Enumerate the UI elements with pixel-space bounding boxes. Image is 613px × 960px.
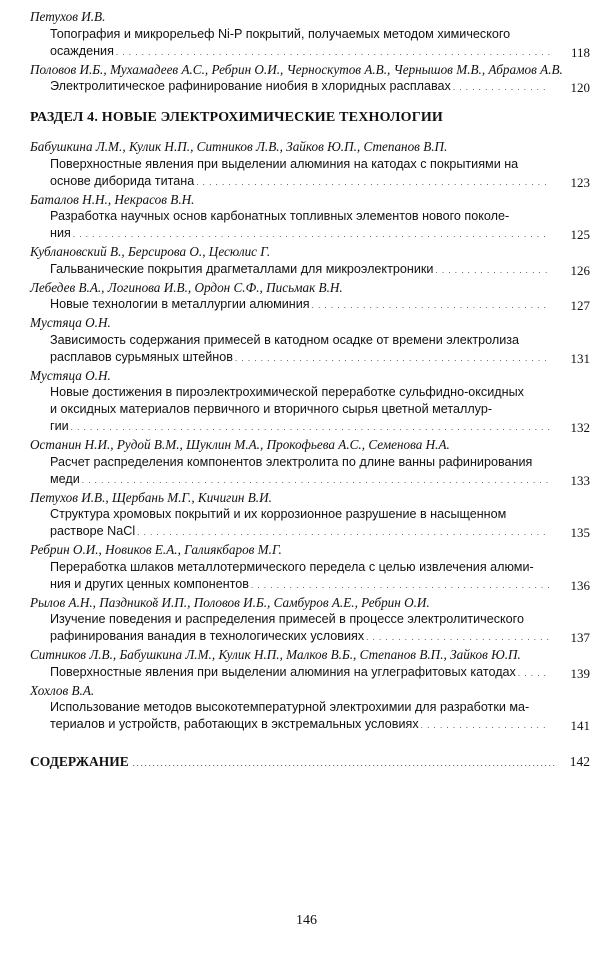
- page-number: 136: [570, 577, 590, 593]
- leader-dots: [82, 471, 550, 489]
- entry-authors: Петухов И.В.: [30, 9, 106, 24]
- leader-dots: [366, 628, 550, 646]
- page-number: 127: [570, 298, 590, 313]
- entry-title-line: Использование методов высокотемпературной электрохимии для разработки ма-: [50, 700, 530, 714]
- entry-authors: Кублановский В., Берсирова О., Цесюлис Г.: [30, 244, 271, 259]
- entry-title-line: Новые достижения в пироэлектрохимической переработке сульфидно-оксидных: [50, 385, 524, 399]
- leader-dots: [235, 349, 550, 367]
- entry-title-last-line: [50, 225, 552, 243]
- entry-title-text: основе диборида титана: [50, 173, 195, 188]
- entry-title-last-line: [50, 628, 552, 646]
- entry-title-text: Новые технологии в металлургии алюминия: [50, 297, 310, 311]
- leader-dots: [196, 173, 550, 191]
- leader-dots: [435, 261, 550, 279]
- toc-entry[interactable]: [30, 436, 590, 489]
- entry-authors: Половов И.Б., Мухамадеев А.С., Ребрин О.И., Черноскутов А.В., Чернышов М.В., Абрамов А.В.: [30, 61, 563, 77]
- entry-title: [50, 611, 590, 646]
- entry-title: [50, 664, 590, 682]
- page-number: 135: [570, 525, 590, 540]
- entry-title: [50, 261, 590, 279]
- toc-entry[interactable]: [30, 682, 590, 735]
- page-number: 139: [570, 665, 590, 681]
- entry-authors: Мустяца О.Н.: [30, 315, 111, 330]
- entry-title-last-line: [50, 664, 552, 682]
- toc-list: [30, 138, 590, 734]
- page-number: 142: [569, 754, 590, 769]
- toc-entry[interactable]: [30, 646, 590, 682]
- entry-title-text: териалов и устройств, работающих в экстремальных условиях: [50, 717, 419, 731]
- footer-page-number: 146: [296, 913, 317, 928]
- toc-contents-entry[interactable]: [30, 754, 590, 770]
- entry-title-last-line: [50, 173, 552, 191]
- entry-title-line: Структура хромовых покрытий и их коррозионное разрушение в насыщенном: [50, 507, 507, 521]
- entry-authors: Останин Н.И., Рудой В.М., Шуклин М.А., Прокофьева А.С., Семенова Н.А.: [30, 437, 450, 452]
- entry-title-last-line: [50, 418, 552, 436]
- entry-title-text: Поверхностные явления при выделении алюминия на углеграфитовых катодах: [50, 664, 516, 679]
- page-number: 125: [570, 227, 590, 242]
- entry-title-text: меди: [50, 471, 80, 486]
- entry-title-line: Зависимость содержания примесей в катодном осадке от времени электролиза: [50, 332, 520, 347]
- leader-dots: [116, 43, 550, 61]
- entry-title-last-line: [50, 261, 552, 279]
- entry-authors: Бабушкина Л.М., Кулик Н.П., Ситников Л.В., Зайков Ю.П., Степанов В.П.: [30, 139, 448, 154]
- toc-entry[interactable]: [30, 191, 590, 244]
- toc-page: [30, 8, 590, 770]
- leader-dots: [453, 78, 550, 96]
- leader-dots: [421, 716, 550, 734]
- entry-title: [50, 26, 590, 61]
- contents-label: СОДЕРЖАНИЕ: [30, 754, 129, 769]
- entry-title-last-line: [50, 349, 552, 367]
- toc-entry[interactable]: [30, 138, 590, 191]
- entry-title-text: расплавов сурьмяных штейнов: [50, 349, 233, 364]
- entry-title-last-line: [50, 296, 552, 314]
- entry-title: [50, 208, 590, 243]
- entry-title-last-line: [50, 523, 552, 541]
- entry-title-line: Расчет распределения компонентов электролита по длине ванны рафинирования: [50, 454, 533, 469]
- entry-title-last-line: [50, 43, 552, 61]
- page-number: 131: [570, 350, 590, 366]
- entry-authors: Рылов А.Н., Пазднико̆в И.П., Половов И.Б., Самбуров А.Е., Ребрин О.И.: [30, 594, 430, 610]
- entry-title-last-line: [50, 78, 552, 96]
- entry-title-text: осаждения: [50, 43, 114, 58]
- entry-title: [50, 699, 590, 734]
- toc-entry[interactable]: [30, 314, 590, 367]
- entry-title: [50, 454, 590, 489]
- page-number: 133: [570, 472, 590, 488]
- entry-title-line: и оксидных материалов первичного и вторичного сырья цветной металлур-: [50, 402, 493, 416]
- section-heading: РАЗДЕЛ 4. НОВЫЕ ЭЛЕКТРОХИМИЧЕСКИЕ ТЕХНОЛОГИИ: [30, 110, 443, 125]
- entry-title: [50, 332, 590, 367]
- entry-title-line: Изучение поведения и распределения примесей в процессе электролитического: [50, 612, 525, 626]
- entry-authors: Ребрин О.И., Новиков Е.А., Галиякбаров М.Г.: [30, 542, 282, 557]
- entry-title-line: Переработка шлаков металлотермического передела с целью извлечения алюми-: [50, 559, 534, 574]
- entry-authors: Мустяца О.Н.: [30, 367, 111, 383]
- entry-title-last-line: [50, 716, 552, 734]
- page-number: 137: [570, 630, 590, 645]
- entry-title: [50, 506, 590, 541]
- leader-dots: [312, 296, 550, 314]
- toc-entry[interactable]: [30, 594, 590, 647]
- entry-title-last-line: [50, 576, 552, 594]
- entry-title-line: Разработка научных основ карбонатных топливных элементов нового поколе-: [50, 209, 510, 223]
- entry-title-line: Поверхностные явления при выделении алюминия на катодах с покрытиями на: [50, 156, 519, 171]
- entry-authors: Баталов Н.Н., Некрасов В.Н.: [30, 191, 195, 207]
- toc-list-top: [30, 8, 590, 96]
- page-number: 120: [570, 80, 590, 95]
- leader-dots: [137, 523, 550, 541]
- entry-title-text: ния: [50, 226, 71, 240]
- page-number: 118: [570, 44, 590, 60]
- entry-title-text: гии: [50, 419, 69, 433]
- toc-entry[interactable]: [30, 367, 590, 437]
- entry-title: [50, 78, 590, 96]
- leader-dots: [73, 225, 550, 243]
- toc-entry[interactable]: [30, 61, 590, 97]
- entry-title-text: растворе NaCl: [50, 524, 136, 538]
- entry-title-line: Топография и микрорельеф Ni-P покрытий, получаемых методом химического: [50, 26, 511, 41]
- entry-title: [50, 559, 590, 594]
- page-number: 123: [570, 174, 590, 190]
- entry-title: [50, 296, 590, 314]
- toc-entry[interactable]: [30, 489, 590, 542]
- page-number: 132: [570, 420, 590, 435]
- toc-entry[interactable]: [30, 8, 590, 61]
- entry-title-text: Электролитическое рафинирование ниобия в хлоридных расплавах: [50, 79, 451, 93]
- entry-title-text: Гальванические покрытия драгметаллами для микроэлектроники: [50, 261, 434, 276]
- entry-title: [50, 156, 590, 191]
- entry-authors: Петухов И.В., Щербань М.Г., Кичигин В.И.: [30, 489, 272, 505]
- page-number: 141: [570, 718, 590, 733]
- leader-dots: [251, 576, 550, 594]
- leader-dots: [518, 664, 550, 682]
- leader-dots: [71, 418, 550, 436]
- toc-entry[interactable]: [30, 541, 590, 594]
- entry-authors: Ситников Л.В., Бабушкина Л.М., Кулик Н.П., Малков В.Б., Степанов В.П., Зайков Ю.П.: [30, 647, 521, 662]
- entry-title-text: рафинирования ванадия в технологических условиях: [50, 629, 365, 643]
- leader-dots: [133, 754, 556, 770]
- page-number: 126: [570, 262, 590, 278]
- entry-title-text: ния и других ценных компонентов: [50, 576, 249, 591]
- toc-entry[interactable]: [30, 279, 590, 315]
- entry-title-last-line: [50, 471, 552, 489]
- entry-title: [50, 384, 590, 436]
- toc-entry[interactable]: [30, 243, 590, 279]
- entry-authors: Лебедев В.А., Логинова И.В., Ордон С.Ф., Письмак В.Н.: [30, 279, 343, 295]
- entry-authors: Хохлов В.А.: [30, 682, 95, 698]
